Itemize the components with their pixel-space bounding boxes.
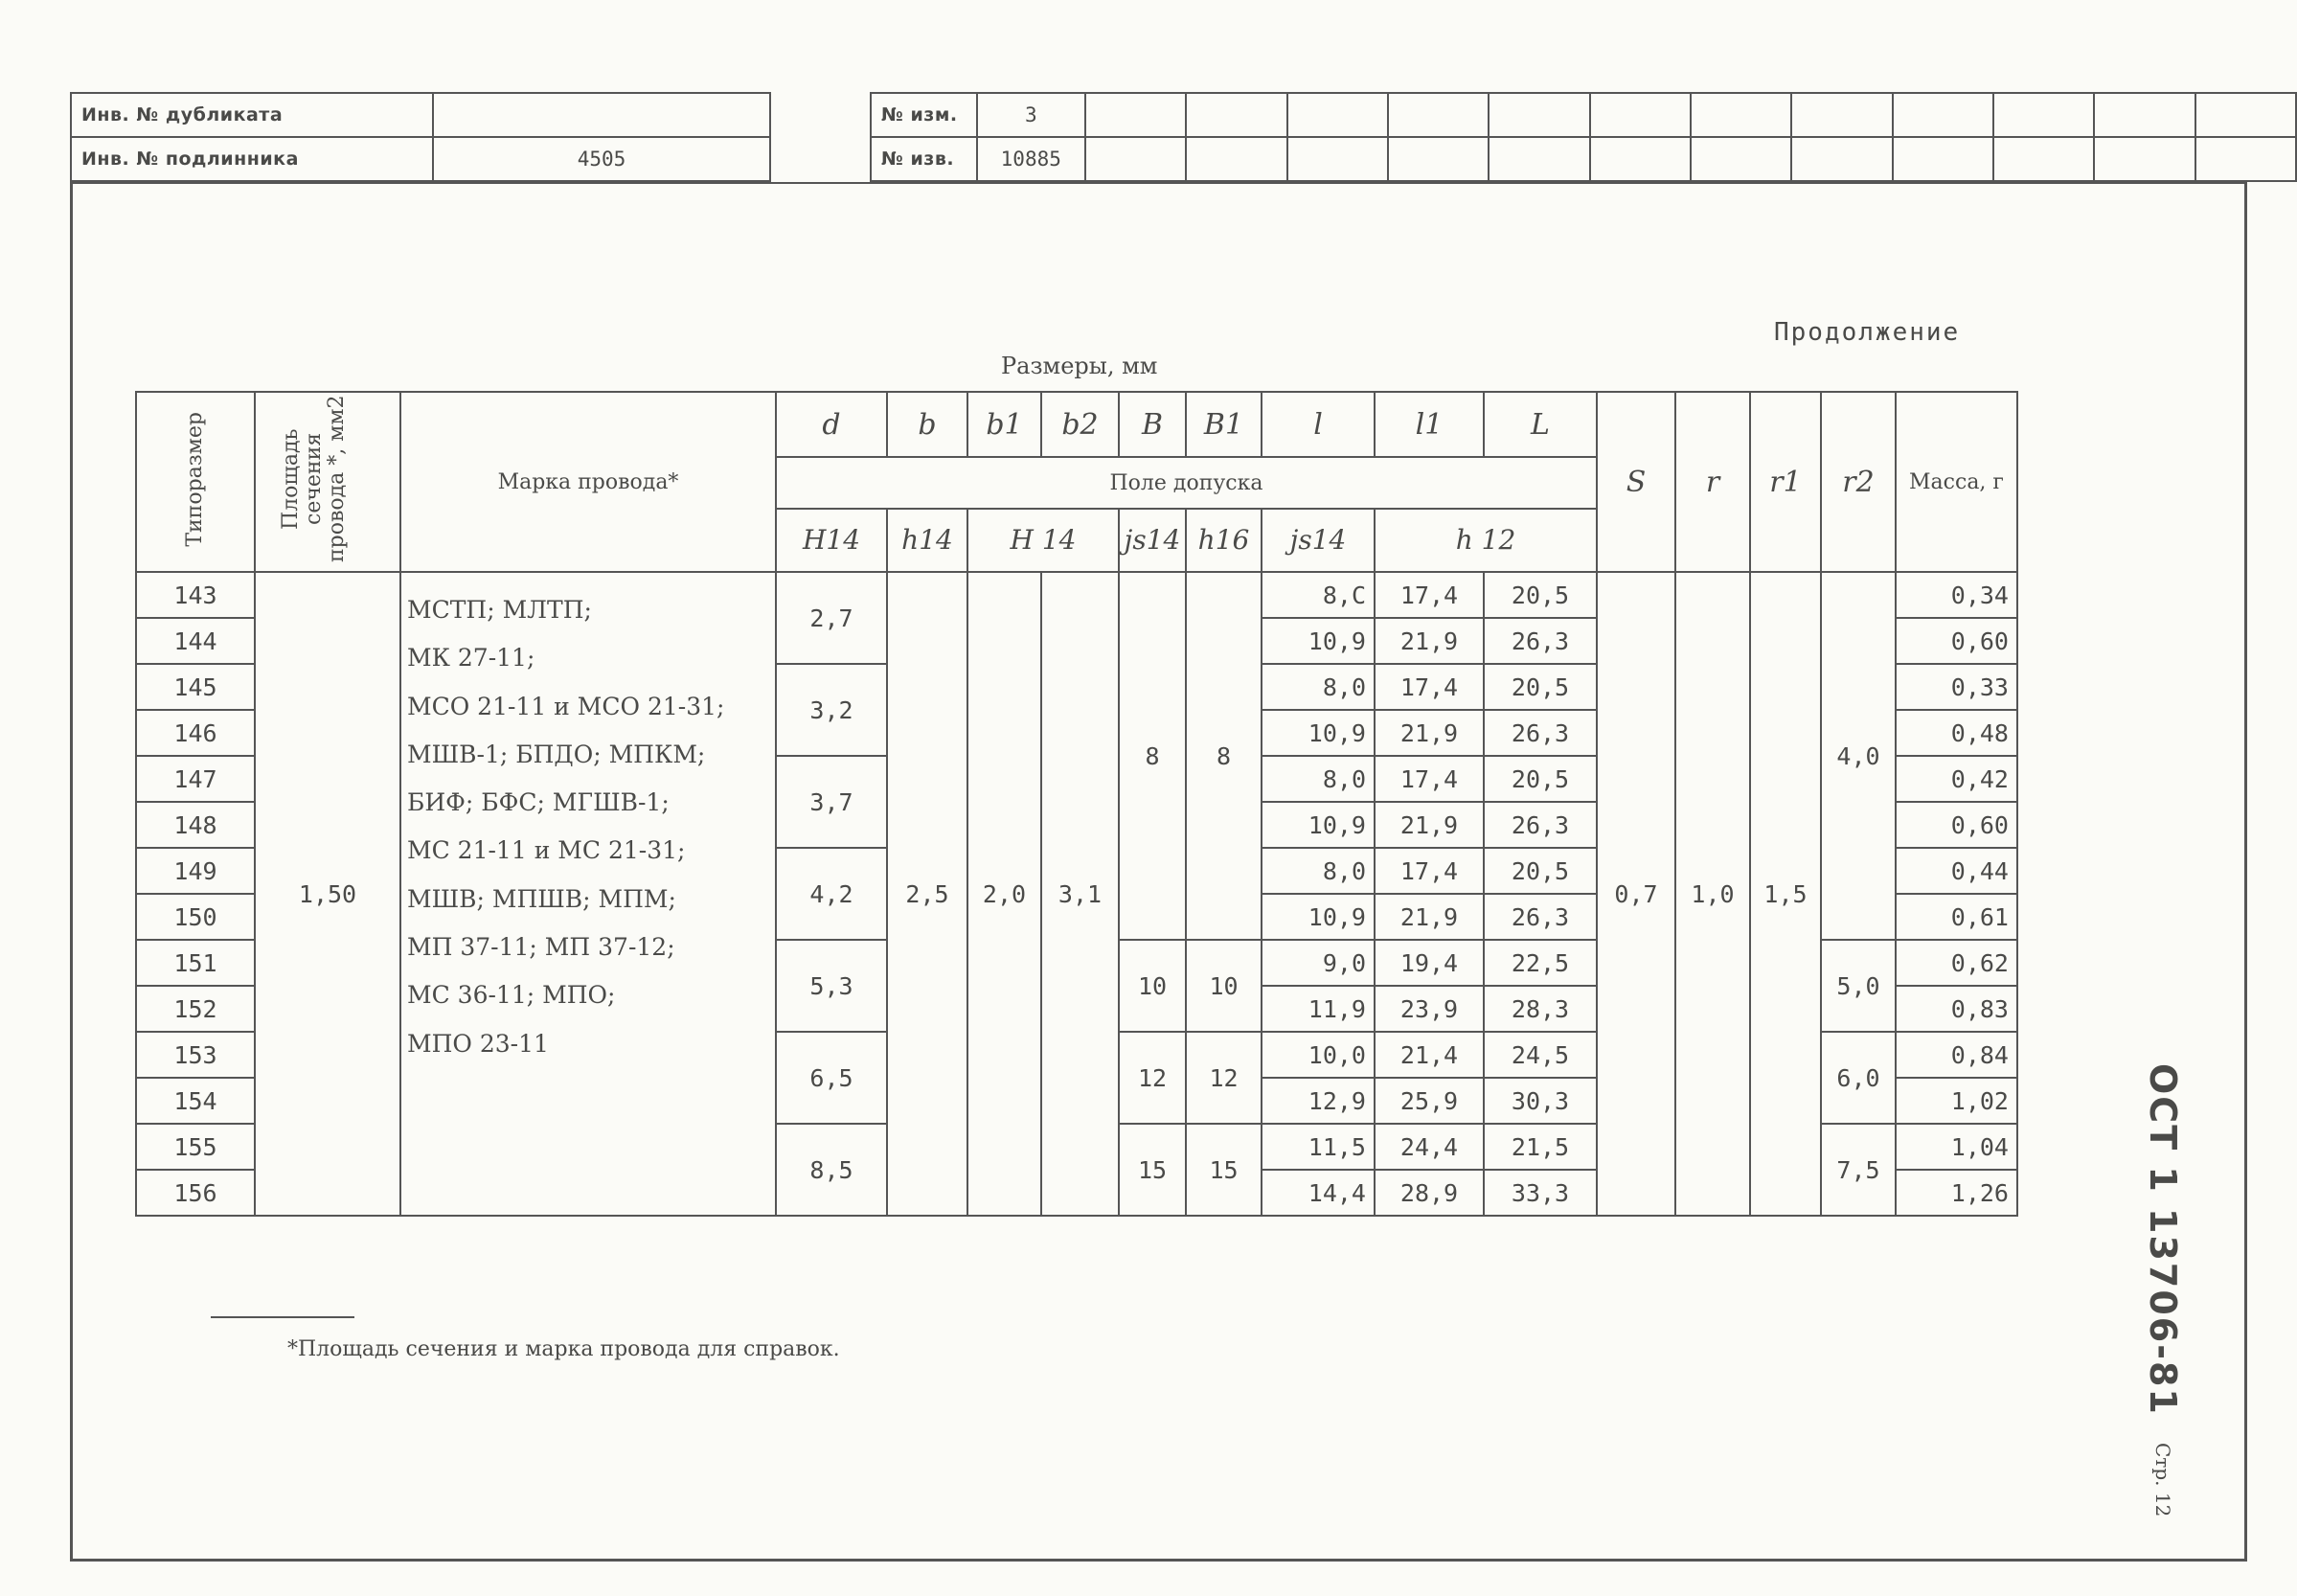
table-cell-mass: 0,83 [1896,986,2017,1032]
r2-value: 5,0 [1821,940,1896,1032]
table-cell-mass: 0,62 [1896,940,2017,986]
table-cell-tiporazmer: 153 [136,1032,255,1078]
header-tolerance: Поле допуска [776,457,1597,509]
r2-value: 7,5 [1821,1124,1896,1216]
dimensions-table [135,391,2018,1217]
change-number-label: № изм. [871,93,977,137]
table-cell-L: 26,3 [1484,618,1597,664]
table-cell-l1: 21,4 [1375,1032,1484,1078]
table-cell-L: 28,3 [1484,986,1597,1032]
table-cell-l1: 25,9 [1375,1078,1484,1124]
inventory-stamp [70,92,771,182]
header-mass: Масса, г [1896,392,2017,572]
S-value: 0,7 [1597,572,1675,1216]
wire-grade: МС 21-11 и МС 21-31; [407,836,686,865]
table-cell-L: 20,5 [1484,664,1597,710]
table-cell-L: 20,5 [1484,848,1597,894]
header-r1: r1 [1750,392,1821,572]
b-value: 2,5 [887,572,967,1216]
table-cell-l1: 17,4 [1375,664,1484,710]
original-inventory-value: 4505 [433,137,770,181]
header-b1: b1 [967,392,1041,457]
table-cell-L: 33,3 [1484,1170,1597,1216]
d-value: 2,7 [776,572,887,664]
table-cell-L: 21,5 [1484,1124,1597,1170]
table-cell-mass: 1,02 [1896,1078,2017,1124]
B-value: 10 [1119,940,1186,1032]
tol-l: js14 [1262,509,1375,572]
wire-grade: БИФ; БФС; МГШВ-1; [407,788,670,817]
table-cell-tiporazmer: 151 [136,940,255,986]
table-cell-mass: 0,60 [1896,618,2017,664]
table-cell-l1: 21,9 [1375,894,1484,940]
table-cell-l: 11,5 [1262,1124,1375,1170]
table-cell-tiporazmer: 146 [136,710,255,756]
table-cell-l1: 17,4 [1375,572,1484,618]
wire-grade: МШВ-1; БПДО; МПКМ; [407,740,706,768]
table-cell-mass: 0,84 [1896,1032,2017,1078]
header-B1: B1 [1186,392,1262,457]
footnote: *Площадь сечения и марка провода для справок. [287,1337,840,1361]
table-cell-tiporazmer: 149 [136,848,255,894]
tol-B1: h16 [1186,509,1262,572]
d-value: 4,2 [776,848,887,940]
footnote-divider [211,1316,354,1318]
wire-grade: МК 27-11; [407,644,535,673]
header-S: S [1597,392,1675,572]
header-l: l [1262,392,1375,457]
B-value: 15 [1119,1124,1186,1216]
table-cell-tiporazmer: 145 [136,664,255,710]
table-cell-l1: 21,9 [1375,618,1484,664]
table-cell-l: 11,9 [1262,986,1375,1032]
table-cell-l: 12,9 [1262,1078,1375,1124]
table-cell-L: 20,5 [1484,572,1597,618]
standard-designation [2142,1063,2184,1516]
notice-number-label: № изв. [871,137,977,181]
d-value: 8,5 [776,1124,887,1216]
r2-value: 6,0 [1821,1032,1896,1124]
table-cell-l: 10,9 [1262,894,1375,940]
header-L: L [1484,392,1597,457]
wire-grades-cell [400,572,776,1216]
table-cell-L: 26,3 [1484,894,1597,940]
wire-grade: МСТП; МЛТП; [407,596,592,624]
table-cell-L: 26,3 [1484,710,1597,756]
table-cell-l: 10,9 [1262,802,1375,848]
tol-b1-b2: H 14 [967,509,1119,572]
original-inventory-label: Инв. № подлинника [71,137,433,181]
duplicate-inventory-value [433,93,770,137]
table-cell-l: 8,0 [1262,848,1375,894]
table-cell-mass: 0,44 [1896,848,2017,894]
table-cell-l1: 17,4 [1375,756,1484,802]
table-cell-tiporazmer: 143 [136,572,255,618]
table-cell-mass: 0,42 [1896,756,2017,802]
B-value: 8 [1119,572,1186,940]
table-cell-L: 30,3 [1484,1078,1597,1124]
header-area: Площадь сечения провода *, мм2 [255,392,400,572]
d-value: 3,2 [776,664,887,756]
B1-value: 15 [1186,1124,1262,1216]
duplicate-inventory-label: Инв. № дубликата [71,93,433,137]
area-value: 1,50 [255,572,400,1216]
table-cell-l: 9,0 [1262,940,1375,986]
table-cell-L: 26,3 [1484,802,1597,848]
table-cell-l: 8,C [1262,572,1375,618]
table-cell-mass: 1,04 [1896,1124,2017,1170]
table-cell-mass: 0,33 [1896,664,2017,710]
table-cell-l: 10,0 [1262,1032,1375,1078]
header-B: B [1119,392,1186,457]
header-b2: b2 [1041,392,1119,457]
B1-value: 8 [1186,572,1262,940]
notice-number-value: 10885 [977,137,1085,181]
r1-value: 1,5 [1750,572,1821,1216]
table-cell-tiporazmer: 152 [136,986,255,1032]
table-cell-l: 14,4 [1262,1170,1375,1216]
B1-value: 12 [1186,1032,1262,1124]
dimensions-caption: Размеры, мм [1001,353,1158,379]
table-cell-tiporazmer: 144 [136,618,255,664]
table-cell-mass: 0,34 [1896,572,2017,618]
header-b: b [887,392,967,457]
B-value: 12 [1119,1032,1186,1124]
table-cell-tiporazmer: 148 [136,802,255,848]
table-cell-L: 22,5 [1484,940,1597,986]
change-number-value: 3 [977,93,1085,137]
table-cell-L: 20,5 [1484,756,1597,802]
table-cell-mass: 0,48 [1896,710,2017,756]
revision-stamp [870,92,2297,182]
continuation-label: Продолжение [1774,318,1961,347]
tol-d: H14 [776,509,887,572]
table-cell-tiporazmer: 154 [136,1078,255,1124]
d-value: 5,3 [776,940,887,1032]
r-value: 1,0 [1675,572,1750,1216]
B1-value: 10 [1186,940,1262,1032]
header-l1: l1 [1375,392,1484,457]
table-cell-l: 10,9 [1262,618,1375,664]
d-value: 3,7 [776,756,887,848]
d-value: 6,5 [776,1032,887,1124]
header-r2: r2 [1821,392,1896,572]
wire-grade: МСО 21-11 и МСО 21-31; [407,692,725,720]
r2-value: 4,0 [1821,572,1896,940]
tol-B: js14 [1119,509,1186,572]
wire-grade: МП 37-11; МП 37-12; [407,933,675,962]
tol-l1-L: h 12 [1375,509,1597,572]
wire-grade: МПО 23-11 [407,1029,549,1058]
header-marka: Марка провода* [400,392,776,572]
table-cell-mass: 0,61 [1896,894,2017,940]
page-number: Стр. 12 [2151,1442,2174,1516]
table-cell-tiporazmer: 156 [136,1170,255,1216]
table-cell-l: 10,9 [1262,710,1375,756]
tol-b: h14 [887,509,967,572]
table-cell-tiporazmer: 155 [136,1124,255,1170]
table-cell-L: 24,5 [1484,1032,1597,1078]
table-cell-l: 8,0 [1262,756,1375,802]
header-r: r [1675,392,1750,572]
table-cell-l1: 21,9 [1375,802,1484,848]
table-cell-mass: 0,60 [1896,802,2017,848]
b1-value: 2,0 [967,572,1041,1216]
standard-number: ОСТ 1 13706-81 [2142,1063,2184,1416]
table-cell-tiporazmer: 150 [136,894,255,940]
table-cell-l1: 17,4 [1375,848,1484,894]
wire-grade: МШВ; МПШВ; МПМ; [407,884,676,913]
table-cell-mass: 1,26 [1896,1170,2017,1216]
wire-grade: МС 36-11; МПО; [407,981,616,1010]
b2-value: 3,1 [1041,572,1119,1216]
header-d: d [776,392,887,457]
table-cell-tiporazmer: 147 [136,756,255,802]
header-tiporazmer: Типоразмер [136,392,255,572]
table-cell-l1: 24,4 [1375,1124,1484,1170]
table-cell-l: 8,0 [1262,664,1375,710]
table-cell-l1: 21,9 [1375,710,1484,756]
table-cell-l1: 28,9 [1375,1170,1484,1216]
table-cell-l1: 19,4 [1375,940,1484,986]
table-cell-l1: 23,9 [1375,986,1484,1032]
